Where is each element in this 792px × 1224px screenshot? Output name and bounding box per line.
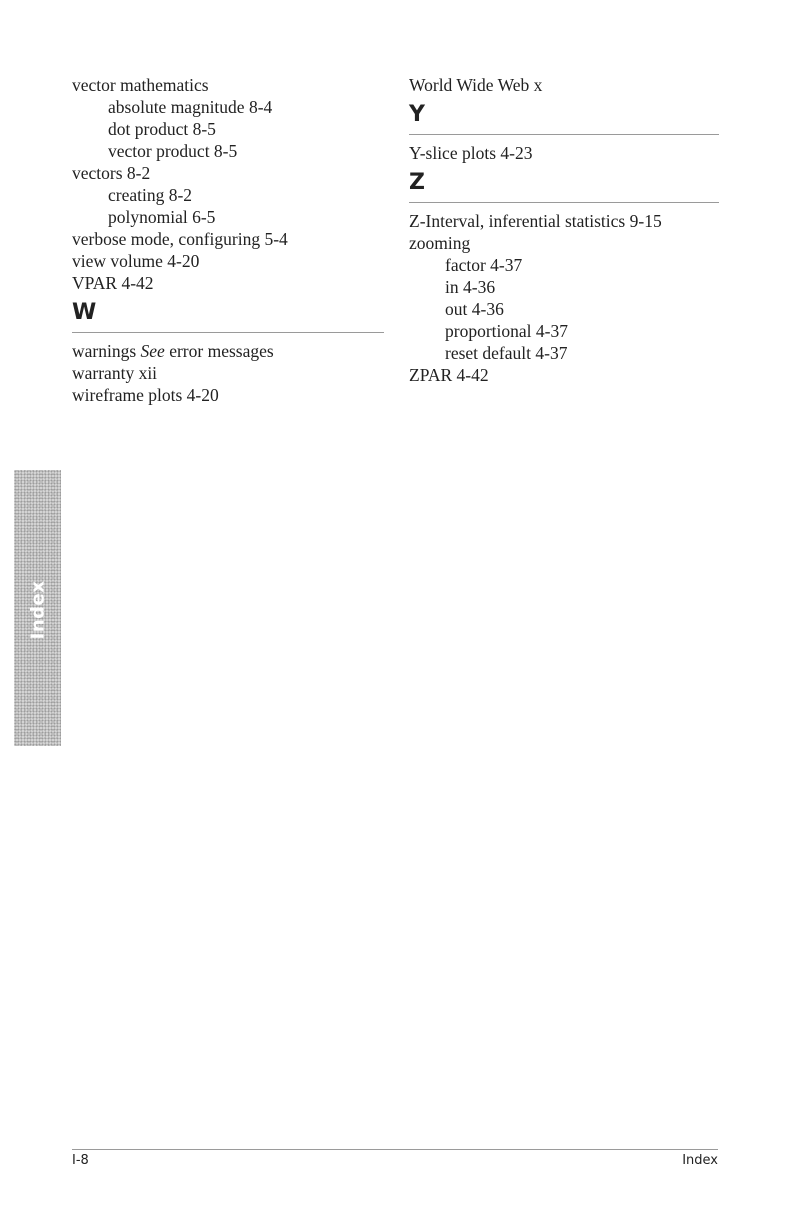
index-entry: ZPAR 4-42 xyxy=(409,365,489,385)
index-subentry: reset default 4-37 xyxy=(445,343,568,363)
index-entry: VPAR 4-42 xyxy=(72,273,154,293)
index-subentry: dot product 8-5 xyxy=(108,119,216,139)
footer-section-title: Index xyxy=(682,1153,718,1168)
index-entries-v xyxy=(72,74,384,294)
index-subentry: polynomial 6-5 xyxy=(108,207,216,227)
footer-divider xyxy=(72,1149,718,1150)
left-index-column xyxy=(72,74,384,406)
index-entry: vector mathematics xyxy=(72,75,209,95)
page-number: I-8 xyxy=(72,1153,89,1168)
index-subentry: proportional 4-37 xyxy=(445,321,568,341)
index-subentry: out 4-36 xyxy=(445,299,504,319)
letter-heading-y: Y xyxy=(409,102,719,135)
letter-heading-w: W xyxy=(72,300,384,333)
letter-heading-z: Z xyxy=(409,170,719,203)
index-entry: view volume 4-20 xyxy=(72,251,200,271)
index-entry-warnings xyxy=(72,340,384,362)
index-entry: wireframe plots 4-20 xyxy=(72,385,219,405)
index-entry: Z-Interval, inferential statistics 9-15 xyxy=(409,211,662,231)
index-side-tab xyxy=(14,470,61,746)
index-entry: vectors 8-2 xyxy=(72,163,151,183)
index-subentry: absolute magnitude 8-4 xyxy=(108,97,273,117)
index-entry: verbose mode, configuring 5-4 xyxy=(72,229,288,249)
warnings-term: warnings xyxy=(72,341,141,361)
index-subentry: creating 8-2 xyxy=(108,185,193,205)
index-subentry: vector product 8-5 xyxy=(108,141,238,161)
index-tab-label: Index xyxy=(27,580,48,640)
index-subentry: in 4-36 xyxy=(445,277,496,297)
index-entries-w xyxy=(72,362,384,406)
index-entry: zooming xyxy=(409,233,471,253)
index-entries-z xyxy=(409,210,719,386)
see-reference: See xyxy=(140,341,165,361)
right-index-column xyxy=(409,74,719,386)
index-entry-y-slice: Y-slice plots 4-23 xyxy=(409,143,533,163)
index-entry: warranty xii xyxy=(72,363,158,383)
index-entry-world-wide-web: World Wide Web x xyxy=(409,75,543,95)
warnings-target: error messages xyxy=(164,341,274,361)
index-subentry: factor 4-37 xyxy=(445,255,523,275)
